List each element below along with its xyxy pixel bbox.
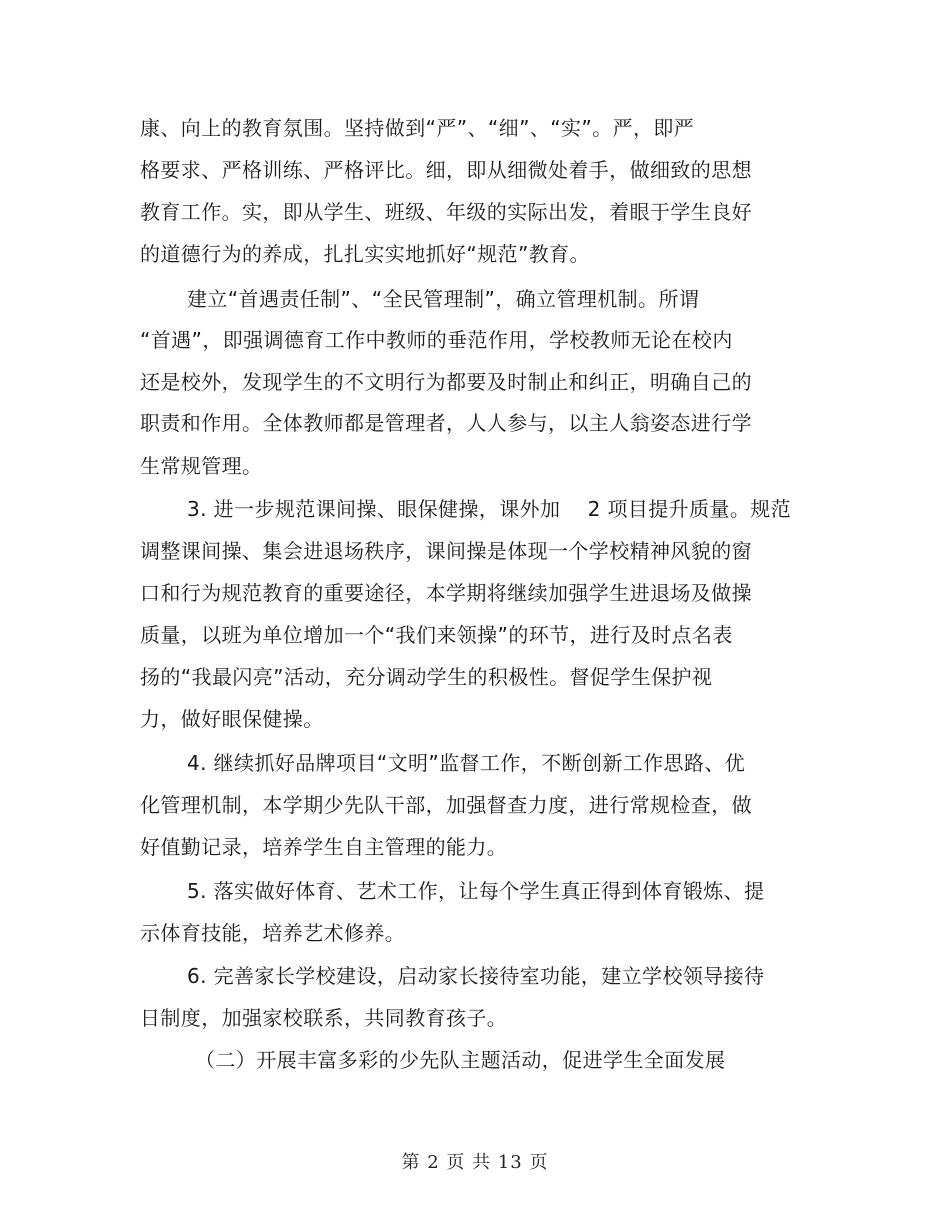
body-text-line: 扬的“我最闪亮”活动，充分调动学生的积极性。督促学生保护视 [140, 665, 713, 689]
body-text-line: “首遇”，即强调德育工作中教师的垂范作用，学校教师无论在校内 [140, 328, 733, 352]
body-text-line: 生常规管理。 [140, 454, 263, 478]
body-text-line: 化管理机制，本学期少先队干部，加强督查力度，进行常规检查，做 [140, 793, 752, 817]
body-text-line: 好值勤记录，培养学生自主管理的能力。 [140, 835, 508, 859]
list-item-3-first-line: 3. 进一步规范课间操、眼保健操，课外加 2 项目提升质量。规范 [187, 497, 792, 521]
body-text-line: 的道德行为的养成，扎扎实实地抓好“规范”教育。 [140, 242, 590, 266]
body-text-line: 力，做好眼保健操。 [140, 707, 324, 731]
paragraph-first-line: 建立“首遇责任制”、“全民管理制”，确立管理机制。所谓 [187, 287, 700, 311]
list-item-5-first-line: 5. 落实做好体育、艺术工作，让每个学生真正得到体育锻炼、提 [187, 879, 765, 903]
body-text-line: 示体育技能，培养艺术修养。 [140, 921, 406, 945]
section-heading: （二）开展丰富多彩的少先队主题活动，促进学生全面发展 [195, 1048, 726, 1072]
body-text-line: 职责和作用。全体教师都是管理者，人人参与，以主人翁姿态进行学 [140, 411, 752, 435]
body-text-line: 格要求、严格训练、严格评比。细，即从细微处着手，做细致的思想 [140, 158, 752, 182]
body-text-line: 日制度，加强家校联系，共同教育孩子。 [140, 1006, 508, 1030]
list-item-4-first-line: 4. 继续抓好品牌项目“文明”监督工作，不断创新工作思路、优 [187, 751, 746, 775]
body-text-line: 调整课间操、集会进退场秩序，课间操是体现一个学校精神风貌的窗 [140, 539, 752, 563]
body-text-line: 教育工作。实，即从学生、班级、年级的实际出发，着眼于学生良好 [140, 200, 752, 224]
list-item-6-first-line: 6. 完善家长学校建设，启动家长接待室功能，建立学校领导接待 [187, 964, 765, 988]
body-text-line: 质量，以班为单位增加一个“我们来领操”的环节，进行及时点名表 [140, 623, 733, 647]
body-text-line: 口和行为规范教育的重要途径，本学期将继续加强学生进退场及做操 [140, 581, 752, 605]
page-number-footer: 第 2 页 共 13 页 [401, 1152, 549, 1173]
body-text-line: 还是校外，发现学生的不文明行为都要及时制止和纠正，明确自己的 [140, 370, 752, 394]
body-text-line: 康、向上的教育氛围。坚持做到“严”、“细”、“实”。严，即严 [140, 116, 695, 140]
